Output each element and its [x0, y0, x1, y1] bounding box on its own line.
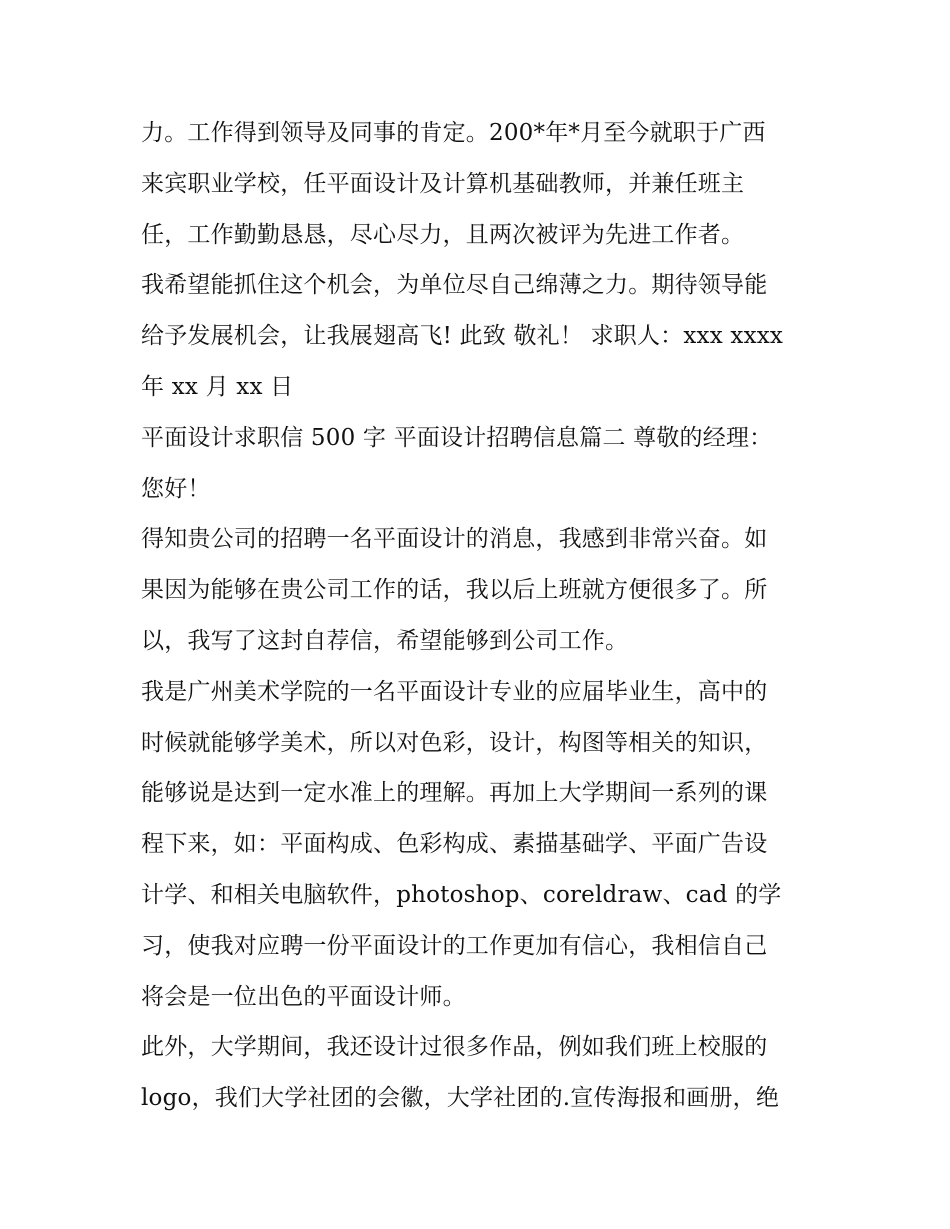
text-line: 计学、和相关电脑软件，photoshop、coreldraw、cad 的学	[141, 881, 782, 908]
text-line: 习，使我对应聘一份平面设计的工作更加有信心，我相信自己	[141, 932, 768, 959]
document-body	[141, 108, 821, 1124]
text-line: logo，我们大学社团的会徽，大学社团的.宣传海报和画册，绝	[141, 1085, 780, 1112]
text-line: 程下来，如：平面构成、色彩构成、素描基础学、平面广告设	[141, 831, 768, 858]
text-line: 任，工作勤勤恳恳，尽心尽力，且两次被评为先进工作者。	[141, 221, 745, 248]
text-line: 力。工作得到领导及同事的肯定。200*年*月至今就职于广西	[141, 120, 766, 146]
text-line: 您好！	[141, 475, 211, 502]
text-line: 平面设计求职信 500 字 平面设计招聘信息篇二 尊敬的经理：	[141, 424, 773, 451]
text-line: 给予发展机会，让我展翅高飞! 此致 敬礼！ 求职人：xxx xxxx	[141, 323, 784, 350]
text-line: 此外，大学期间，我还设计过很多作品，例如我们班上校服的	[141, 1034, 768, 1061]
text-line: 时候就能够学美术，所以对色彩，设计，构图等相关的知识，	[141, 729, 768, 756]
text-line: 我是广州美术学院的一名平面设计专业的应届毕业生，高中的	[141, 678, 768, 705]
text-line: 果因为能够在贵公司工作的话，我以后上班就方便很多了。所	[141, 577, 768, 604]
text-line: 得知贵公司的招聘一名平面设计的消息，我感到非常兴奋。如	[141, 526, 768, 553]
text-line: 将会是一位出色的平面设计师。	[141, 983, 466, 1010]
text-line: 来宾职业学校，任平面设计及计算机基础教师，并兼任班主	[141, 170, 745, 197]
text-line: 以，我写了这封自荐信，希望能够到公司工作。	[141, 627, 629, 654]
text-line: 我希望能抓住这个机会，为单位尽自己绵薄之力。期待领导能	[141, 272, 768, 299]
text-line: 年 xx 月 xx 日	[141, 373, 294, 400]
text-line: 能够说是达到一定水准上的理解。再加上大学期间一系列的课	[141, 780, 768, 807]
